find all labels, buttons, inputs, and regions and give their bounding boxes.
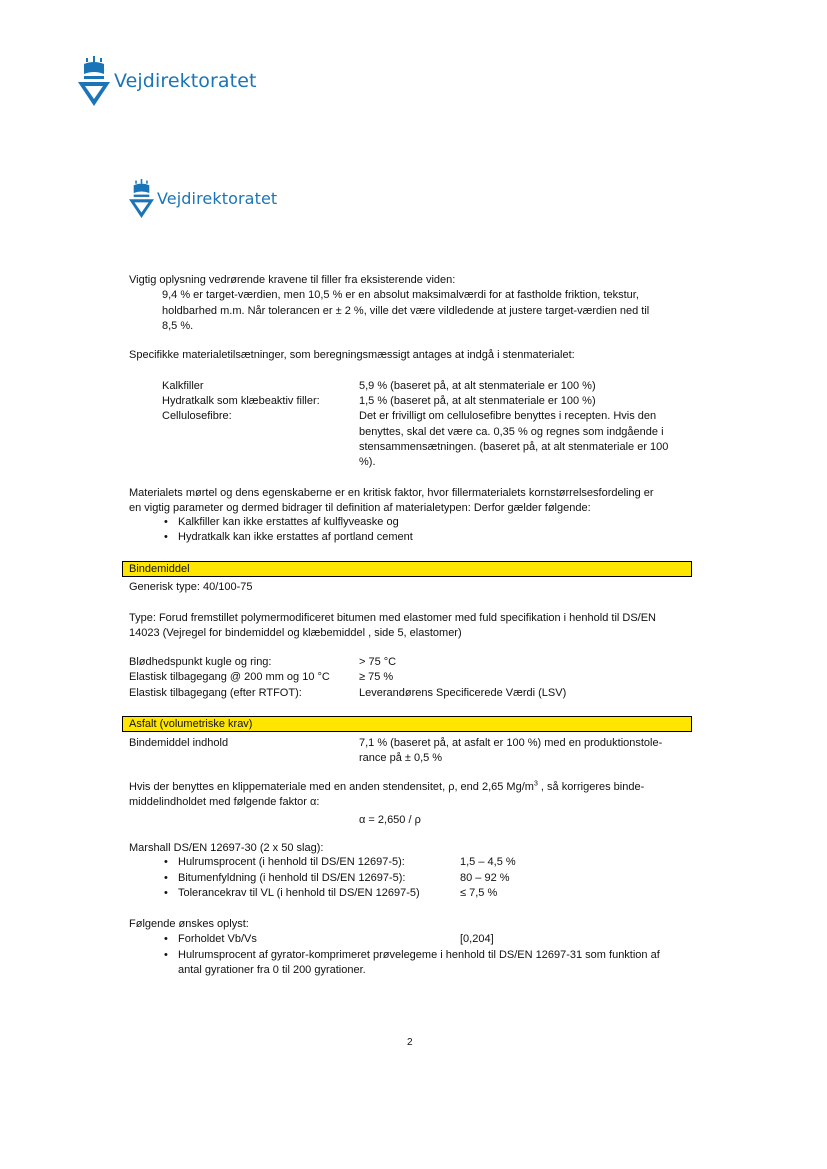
binder-prop-value: Leverandørens Specificerede Værdi (LSV) — [359, 687, 567, 699]
list-item: • Bitumenfyldning (i henhold til DS/EN 12697-5): — [178, 871, 405, 886]
filler-body-line: holdbarhed m.m. Når tolerancen er ± 2 %, ville det være vildledende at justere target-værdien ned til — [162, 305, 650, 317]
binder-type-line: 14023 (Vejregel for bindemiddel og klæbemiddel , side 5, elastomer) — [129, 627, 462, 639]
marshall-title: Marshall DS/EN 12697-30 (2 x 50 slag): — [129, 842, 324, 854]
marshall-value: ≤ 7,5 % — [460, 887, 498, 899]
content-value: 7,1 % (baseret på, at asfalt er 100 %) med en produktionstole- — [359, 737, 663, 749]
binder-type-line: Type: Forud fremstillet polymermodificeret bitumen med elastomer med fuld specifikation i henhold til DS/EN — [129, 612, 657, 624]
additive-label: Hydratkalk som klæbeaktiv filler: — [162, 395, 320, 407]
additive-value: Det er frivilligt om cellulosefibre benyttes i recepten. Hvis den — [359, 410, 657, 422]
list-item-continuation: antal gyrationer fra 0 til 200 gyrationer. — [178, 964, 366, 976]
content-value: rance på ± 0,5 % — [359, 752, 443, 764]
header-logo — [78, 56, 257, 106]
list-item: • Tolerancekrav til VL (i henhold til DS/EN 12697-5) — [178, 886, 420, 901]
filler-body-line: 9,4 % er target-værdien, men 10,5 % er en absolut maksimalværdi for at fastholde friktion, tekstur, — [162, 289, 639, 301]
content-label: Bindemiddel indhold — [129, 737, 229, 749]
binder-prop-value: > 75 °C — [359, 656, 397, 668]
filler-intro: Vigtig oplysning vedrørende kravene til filler fra eksisterende viden: — [129, 274, 456, 286]
generic-type: Generisk type: 40/100-75 — [129, 581, 253, 593]
cellulose-line: %). — [359, 456, 376, 468]
superscript: 3 — [533, 780, 538, 788]
binder-prop-value: ≥ 75 % — [359, 671, 394, 683]
mortar-line: en vigtig parameter og dermed bidrager til definition af materialetypen: Derfor gælder følgende: — [129, 502, 591, 514]
cellulose-line: benyttes, skal det være ca. 0,35 % og regnes som indgående i — [359, 426, 664, 438]
additive-label: Cellulosefibre: — [162, 410, 232, 422]
logo-wordmark: Vejdirektoratet — [157, 189, 278, 208]
marshall-value: 80 – 92 % — [460, 872, 510, 884]
additives-intro: Specifikke materialetilsætninger, som beregningsmæssigt antages at indgå i stenmaterialet: — [129, 349, 575, 361]
wanted-value: [0,204] — [460, 933, 494, 945]
crown-triangle-icon — [129, 179, 154, 218]
mortar-line: Materialets mørtel og dens egenskaberne er en kritisk faktor, hvor fillermaterialets kornstørrelsesfordeling er — [129, 487, 654, 499]
density-line: Hvis der benyttes en klippemateriale med en anden stendensitet, ρ, end 2,65 $Mg/m^3$ , så korrigeres binde- — [129, 780, 645, 793]
cellulose-line: stensammensætningen. (baseret på, at alt stenmateriale er 100 — [359, 441, 669, 453]
section-heading-bindemiddel: Bindemiddel — [122, 561, 692, 577]
marshall-value: 1,5 – 4,5 % — [460, 856, 516, 868]
binder-prop-label: Blødhedspunkt kugle og ring: — [129, 656, 272, 668]
list-item: • Kalkfiller kan ikke erstattes af kulflyveaske og — [178, 515, 399, 530]
additive-value: 1,5 % (baseret på, at alt stenmateriale er 100 %) — [359, 395, 596, 407]
section-heading-asfalt: Asfalt (volumetriske krav) — [122, 716, 692, 732]
list-item: • Hulrumsprocent af gyrator-komprimeret prøvelegeme i henhold til DS/EN 12697-31 som funktion af — [178, 948, 660, 963]
list-item: • Hulrumsprocent (i henhold til DS/EN 12697-5): — [178, 855, 405, 870]
filler-body-line: 8,5 %. — [162, 320, 194, 332]
binder-prop-label: Elastisk tilbagegang @ 200 mm og 10 °C — [129, 671, 330, 683]
crown-triangle-icon — [78, 56, 110, 106]
additive-label: Kalkfiller — [162, 380, 204, 392]
inner-logo — [129, 179, 277, 218]
alpha-formula: α = 2,650 / ρ — [359, 814, 421, 826]
logo-wordmark: Vejdirektoratet — [114, 70, 257, 92]
additive-value: 5,9 % (baseret på, at alt stenmateriale er 100 %) — [359, 380, 596, 392]
list-item: • Hydratkalk kan ikke erstattes af portland cement — [178, 530, 413, 545]
density-line: middelindholdet med følgende faktor α: — [129, 796, 320, 808]
page-number: 2 — [407, 1037, 413, 1048]
wanted-title: Følgende ønskes oplyst: — [129, 918, 249, 930]
binder-prop-label: Elastisk tilbagegang (efter RTFOT): — [129, 687, 302, 699]
list-item: • Forholdet Vb/Vs — [178, 932, 257, 947]
